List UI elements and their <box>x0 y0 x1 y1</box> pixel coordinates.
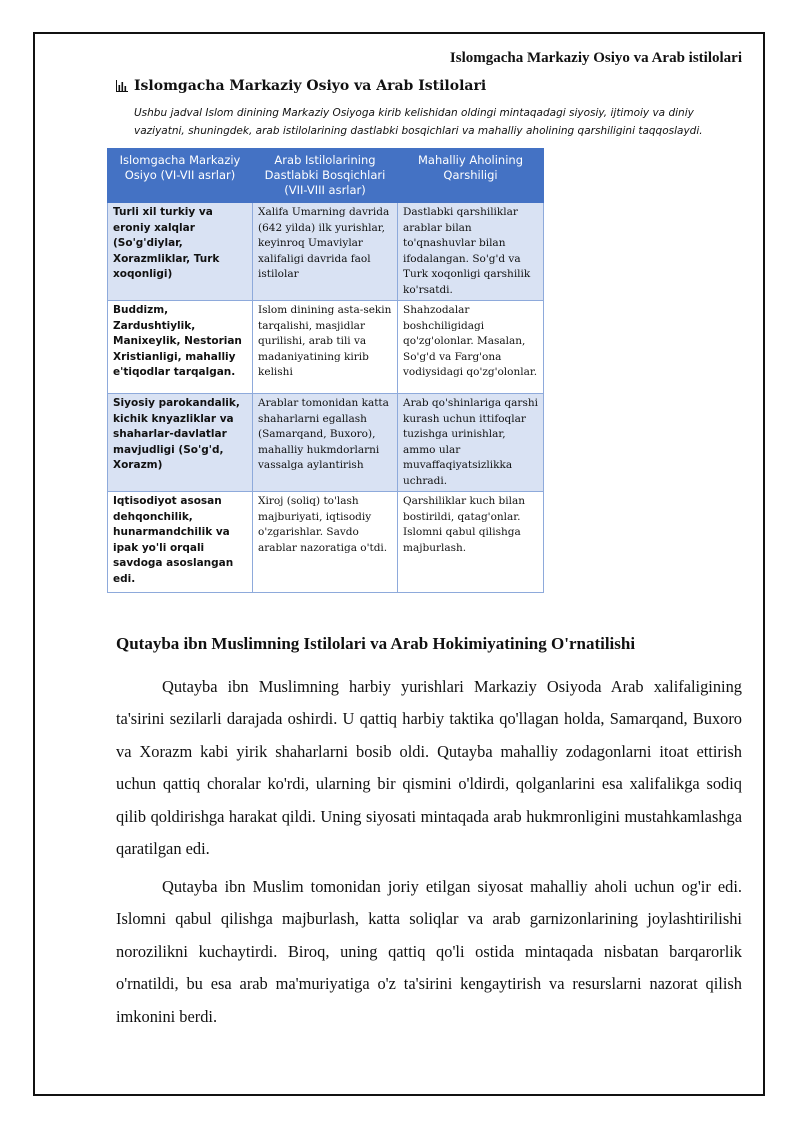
column-header-pre-islamic: Islomgacha Markaziy Osiyo (VI-VII asrlar) <box>108 149 253 203</box>
table-cell: Siyosiy parokandalik, kichik knyazliklar va shaharlar-davlatlar mavjudligi (So'g'd, Xorazm) <box>108 394 253 492</box>
table-row <box>108 492 544 593</box>
table-cell: Buddizm, Zardushtiylik, Manixeylik, Nestorian Xristianligi, mahalliy e'tiqodlar tarqalgan. <box>108 301 253 394</box>
table-cell: Arablar tomonidan katta shaharlarni egallash (Samarqand, Buxoro), mahalliy hukmdorlarni vassalga aylantirish <box>253 394 398 492</box>
column-header-arab-conquest: Arab Istilolarining Dastlabki Bosqichlari (VII-VIII asrlar) <box>253 149 398 203</box>
body-paragraph: Qutayba ibn Muslimning harbiy yurishlari Markaziy Osiyoda Arab xalifaligining ta'sirini sezilarli darajada oshirdi. U qattiq harbiy taktika qo'llagan holda, Samarqand, Buxoro va Xorazm kabi yirik shaharlarni bosib oldi. Qutayba mahalliy zodagonlarni itoat ettirish uchun qattiq choralar ko'rdi, ularning bir qismini o'ldirdi, qolganlarini esa xalifalikga sodiq qilib qoldirishga harakat qildi. Uning siyosati mintaqada arab hukmronligini mustahkamlashga qaratilgan edi. <box>116 677 742 859</box>
bar-chart-icon <box>116 80 128 92</box>
table-row <box>108 394 544 492</box>
table-row <box>108 203 544 301</box>
table-title-text: Islomgacha Markaziy Osiyo va Arab Istilolari <box>134 78 487 94</box>
column-header-resistance: Mahalliy Aholining Qarshiligi <box>398 149 544 203</box>
table-cell: Xiroj (soliq) to'lash majburiyati, iqtisodiy o'zgarishlar. Savdo arablar nazoratiga o'tdi. <box>253 492 398 593</box>
section-heading: Qutayba ibn Muslimning Istilolari va Arab Hokimiyatining O'rnatilishi <box>116 634 636 653</box>
table-cell: Turli xil turkiy va eroniy xalqlar (So'g'diylar, Xorazmliklar, Turk xoqonligi) <box>108 203 253 301</box>
table-cell: Shahzodalar boshchiligidagi qo'zg'olonlar. Masalan, So'g'd va Farg'ona vodiysidagi qo'zg'olonlar. <box>398 301 544 394</box>
comparison-table <box>107 148 544 593</box>
table-cell: Arab qo'shinlariga qarshi kurash uchun ittifoqlar tuzishga urinishlar, ammo ular muvaffaqiyatsizlikka uchradi. <box>398 394 544 492</box>
table-cell: Iqtisodiyot asosan dehqonchilik, hunarmandchilik va ipak yo'li orqali savdoga asoslangan edi. <box>108 492 253 593</box>
table-row <box>108 301 544 394</box>
running-header: Islomgacha Markaziy Osiyo va Arab istilolari <box>449 50 742 66</box>
table-cell: Qarshiliklar kuch bilan bostirildi, qatag'onlar. Islomni qabul qilishga majburlash. <box>398 492 544 593</box>
table-header-row <box>108 149 544 203</box>
table-caption: Ushbu jadval Islom dinining Markaziy Osiyoga kirib kelishidan oldingi mintaqadagi siyosiy, ijtimoiy va diniy vaziyatni, shuningdek, arab istilolarining dastlabki bosqichlari va mahalliy aholining qarshiligini taqqoslaydi. <box>134 107 703 137</box>
table-title <box>116 78 486 94</box>
table-cell: Dastlabki qarshiliklar arablar bilan to'qnashuvlar bilan ifodalangan. So'g'd va Turk xoqonligi qarshilik ko'rsatdi. <box>398 203 544 301</box>
body-paragraph: Qutayba ibn Muslim tomonidan joriy etilgan siyosat mahalliy aholi uchun og'ir edi. Islomni qabul qilishga majburlash, katta soliqlar va arab garnizonlarining joylashtirilishi norozilikni kuchaytirdi. Biroq, uning qattiq qo'li ostida mintaqada nisbatan barqarorlik o'rnatildi, bu esa arab ma'muriyatiga o'z ta'sirini kengaytirish va resurslarni nazorat qilish imkonini berdi. <box>116 877 742 1026</box>
table-cell: Islom dinining asta-sekin tarqalishi, masjidlar qurilishi, arab tili va madaniyatining kirib kelishi <box>253 301 398 394</box>
table-cell: Xalifa Umarning davrida (642 yilda) ilk yurishlar, keyinroq Umaviylar xalifaligi davrida faol istilolar <box>253 203 398 301</box>
